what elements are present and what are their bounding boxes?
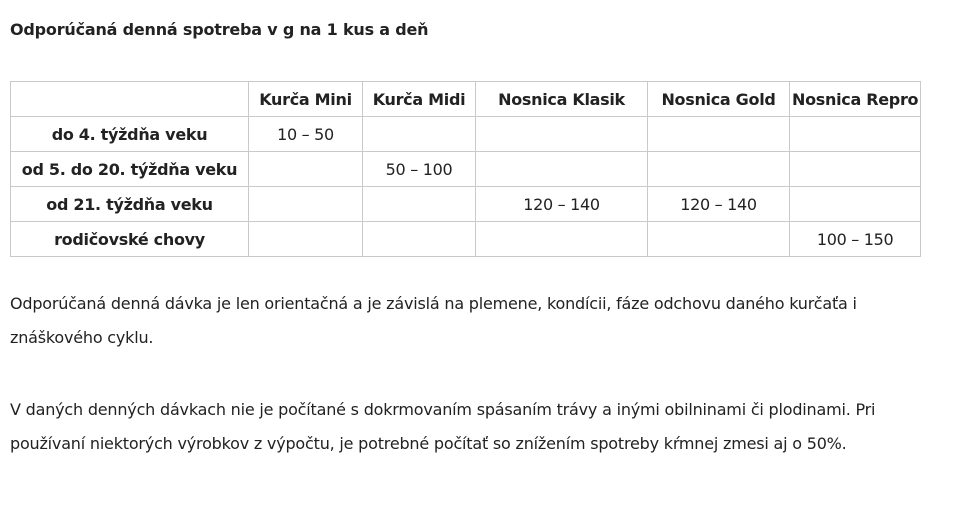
table-cell: 120 – 140 <box>476 187 648 222</box>
note-paragraph: V daných denných dávkach nie je počítané s dokrmovaním spásaním trávy a inými obilninami či plodinami. Pri používaní niektorých výrobkov z výpočtu, je potrebné počítať so znížením spotreby kŕmnej zmesi aj o 50%. <box>10 400 876 453</box>
column-header: Nosnica Gold <box>648 82 790 117</box>
table-header-row <box>11 82 921 117</box>
table-cell: 10 – 50 <box>249 117 363 152</box>
table-cell <box>648 152 790 187</box>
table-cell <box>790 152 921 187</box>
page-heading: Odporúčaná denná spotreba v g na 1 kus a deň <box>10 20 429 39</box>
table-row <box>11 117 921 152</box>
table-cell: 50 – 100 <box>363 152 476 187</box>
note-paragraph: Odporúčaná denná dávka je len orientačná a je závislá na plemene, kondícii, fáze odchovu daného kurčaťa i znáškového cyklu. <box>10 294 857 347</box>
table-cell <box>476 152 648 187</box>
table-row <box>11 222 921 257</box>
column-header: Nosnica Klasik <box>476 82 648 117</box>
column-header: Kurča Midi <box>363 82 476 117</box>
table-cell <box>363 187 476 222</box>
column-header: Nosnica Repro <box>790 82 921 117</box>
row-label: od 21. týždňa veku <box>11 187 249 222</box>
row-label: od 5. do 20. týždňa veku <box>11 152 249 187</box>
table-cell <box>790 117 921 152</box>
table-cell <box>363 222 476 257</box>
column-header: Kurča Mini <box>249 82 363 117</box>
table-cell <box>648 222 790 257</box>
row-label: do 4. týždňa veku <box>11 117 249 152</box>
table-cell <box>249 222 363 257</box>
consumption-table <box>10 81 921 257</box>
table-cell <box>476 222 648 257</box>
table-cell <box>790 187 921 222</box>
table-cell: 100 – 150 <box>790 222 921 257</box>
table-row <box>11 152 921 187</box>
table-cell <box>648 117 790 152</box>
table-row <box>11 187 921 222</box>
table-cell <box>363 117 476 152</box>
table-cell: 120 – 140 <box>648 187 790 222</box>
row-label: rodičovské chovy <box>11 222 249 257</box>
table-cell <box>249 152 363 187</box>
table-cell <box>249 187 363 222</box>
table-cell <box>476 117 648 152</box>
column-header <box>11 82 249 117</box>
